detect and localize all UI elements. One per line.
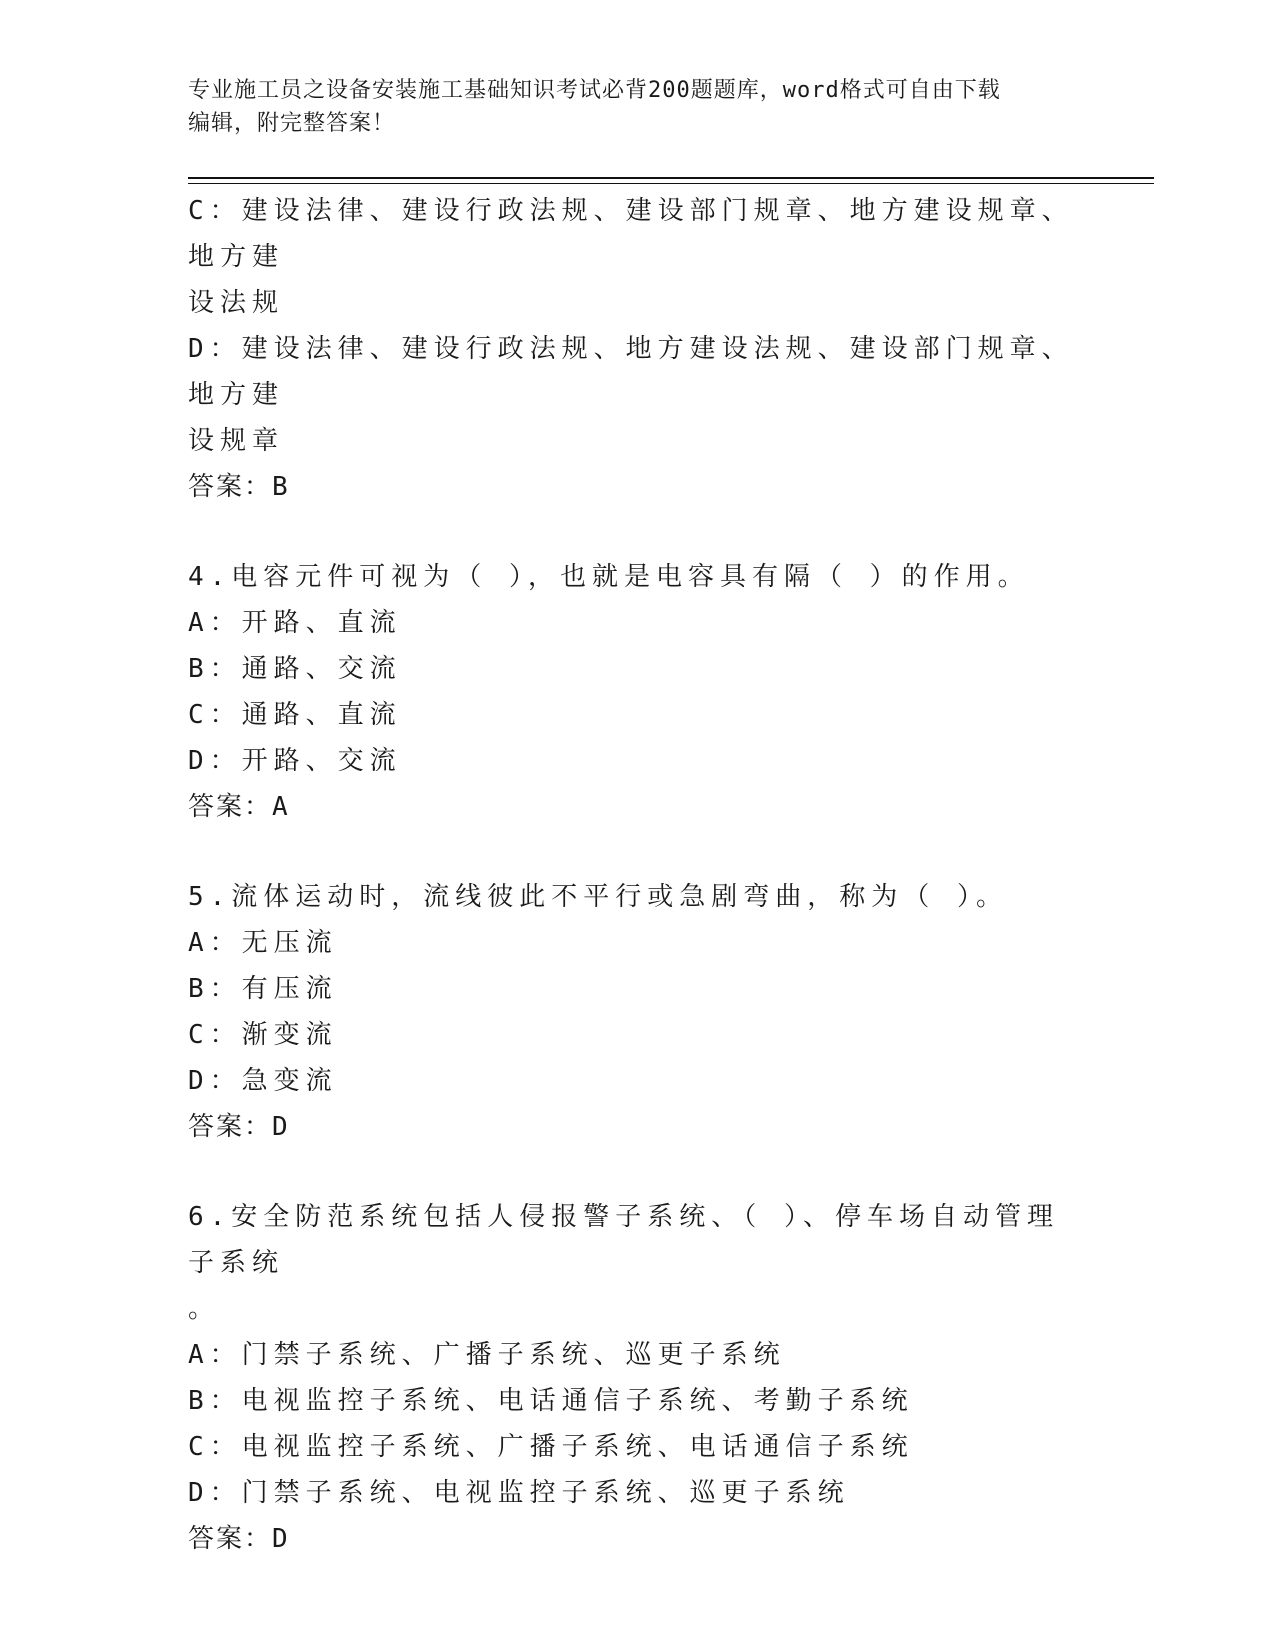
header-divider-thick — [188, 177, 1154, 179]
question-block-6 — [188, 1194, 1078, 1562]
option-c-continued: 设法规 — [188, 288, 285, 318]
answer: 答案：D — [188, 1112, 290, 1142]
question-text: 4.电容元件可视为（ ），也就是电容具有隔（ ）的作用。 — [188, 562, 1030, 592]
document-header — [188, 74, 1068, 140]
option-a: A：无压流 — [188, 928, 338, 958]
option-b: B：电视监控子系统、电话通信子系统、考勤子系统 — [188, 1386, 914, 1416]
question-list — [188, 188, 1078, 1562]
spacer — [188, 510, 1078, 554]
question-block-5 — [188, 874, 1078, 1150]
option-b: B：有压流 — [188, 974, 338, 1004]
question-block-4 — [188, 554, 1078, 830]
option-c: C：通路、直流 — [188, 700, 402, 730]
question-text: 6.安全防范系统包括人侵报警子系统、（ ）、停车场自动管理子系统 — [188, 1202, 1059, 1278]
option-c: C：渐变流 — [188, 1020, 338, 1050]
option-c: C：建设法律、建设行政法规、建设部门规章、地方建设规章、地方建 — [188, 196, 1074, 272]
header-line-2: 编辑，附完整答案！ — [188, 111, 396, 136]
question-text-continued: 。 — [188, 1294, 221, 1324]
answer: 答案：B — [188, 472, 290, 502]
question-text: 5.流体运动时，流线彼此不平行或急剧弯曲，称为（ ）。 — [188, 882, 1008, 912]
option-d: D：建设法律、建设行政法规、地方建设法规、建设部门规章、地方建 — [188, 334, 1074, 410]
option-d: D：急变流 — [188, 1066, 338, 1096]
spacer — [188, 1150, 1078, 1194]
option-d-continued: 设规章 — [188, 426, 285, 456]
answer: 答案：D — [188, 1524, 290, 1554]
header-divider-thin — [188, 183, 1154, 184]
question-block-3 — [188, 188, 1078, 510]
option-d: D：门禁子系统、电视监控子系统、巡更子系统 — [188, 1478, 850, 1508]
header-line-1: 专业施工员之设备安装施工基础知识考试必背200题题库，word格式可自由下载 — [188, 78, 1001, 103]
option-d: D：开路、交流 — [188, 746, 402, 776]
answer: 答案：A — [188, 792, 290, 822]
spacer — [188, 830, 1078, 874]
option-c: C：电视监控子系统、广播子系统、电话通信子系统 — [188, 1432, 914, 1462]
option-b: B：通路、交流 — [188, 654, 402, 684]
option-a: A：门禁子系统、广播子系统、巡更子系统 — [188, 1340, 786, 1370]
option-a: A：开路、直流 — [188, 608, 402, 638]
